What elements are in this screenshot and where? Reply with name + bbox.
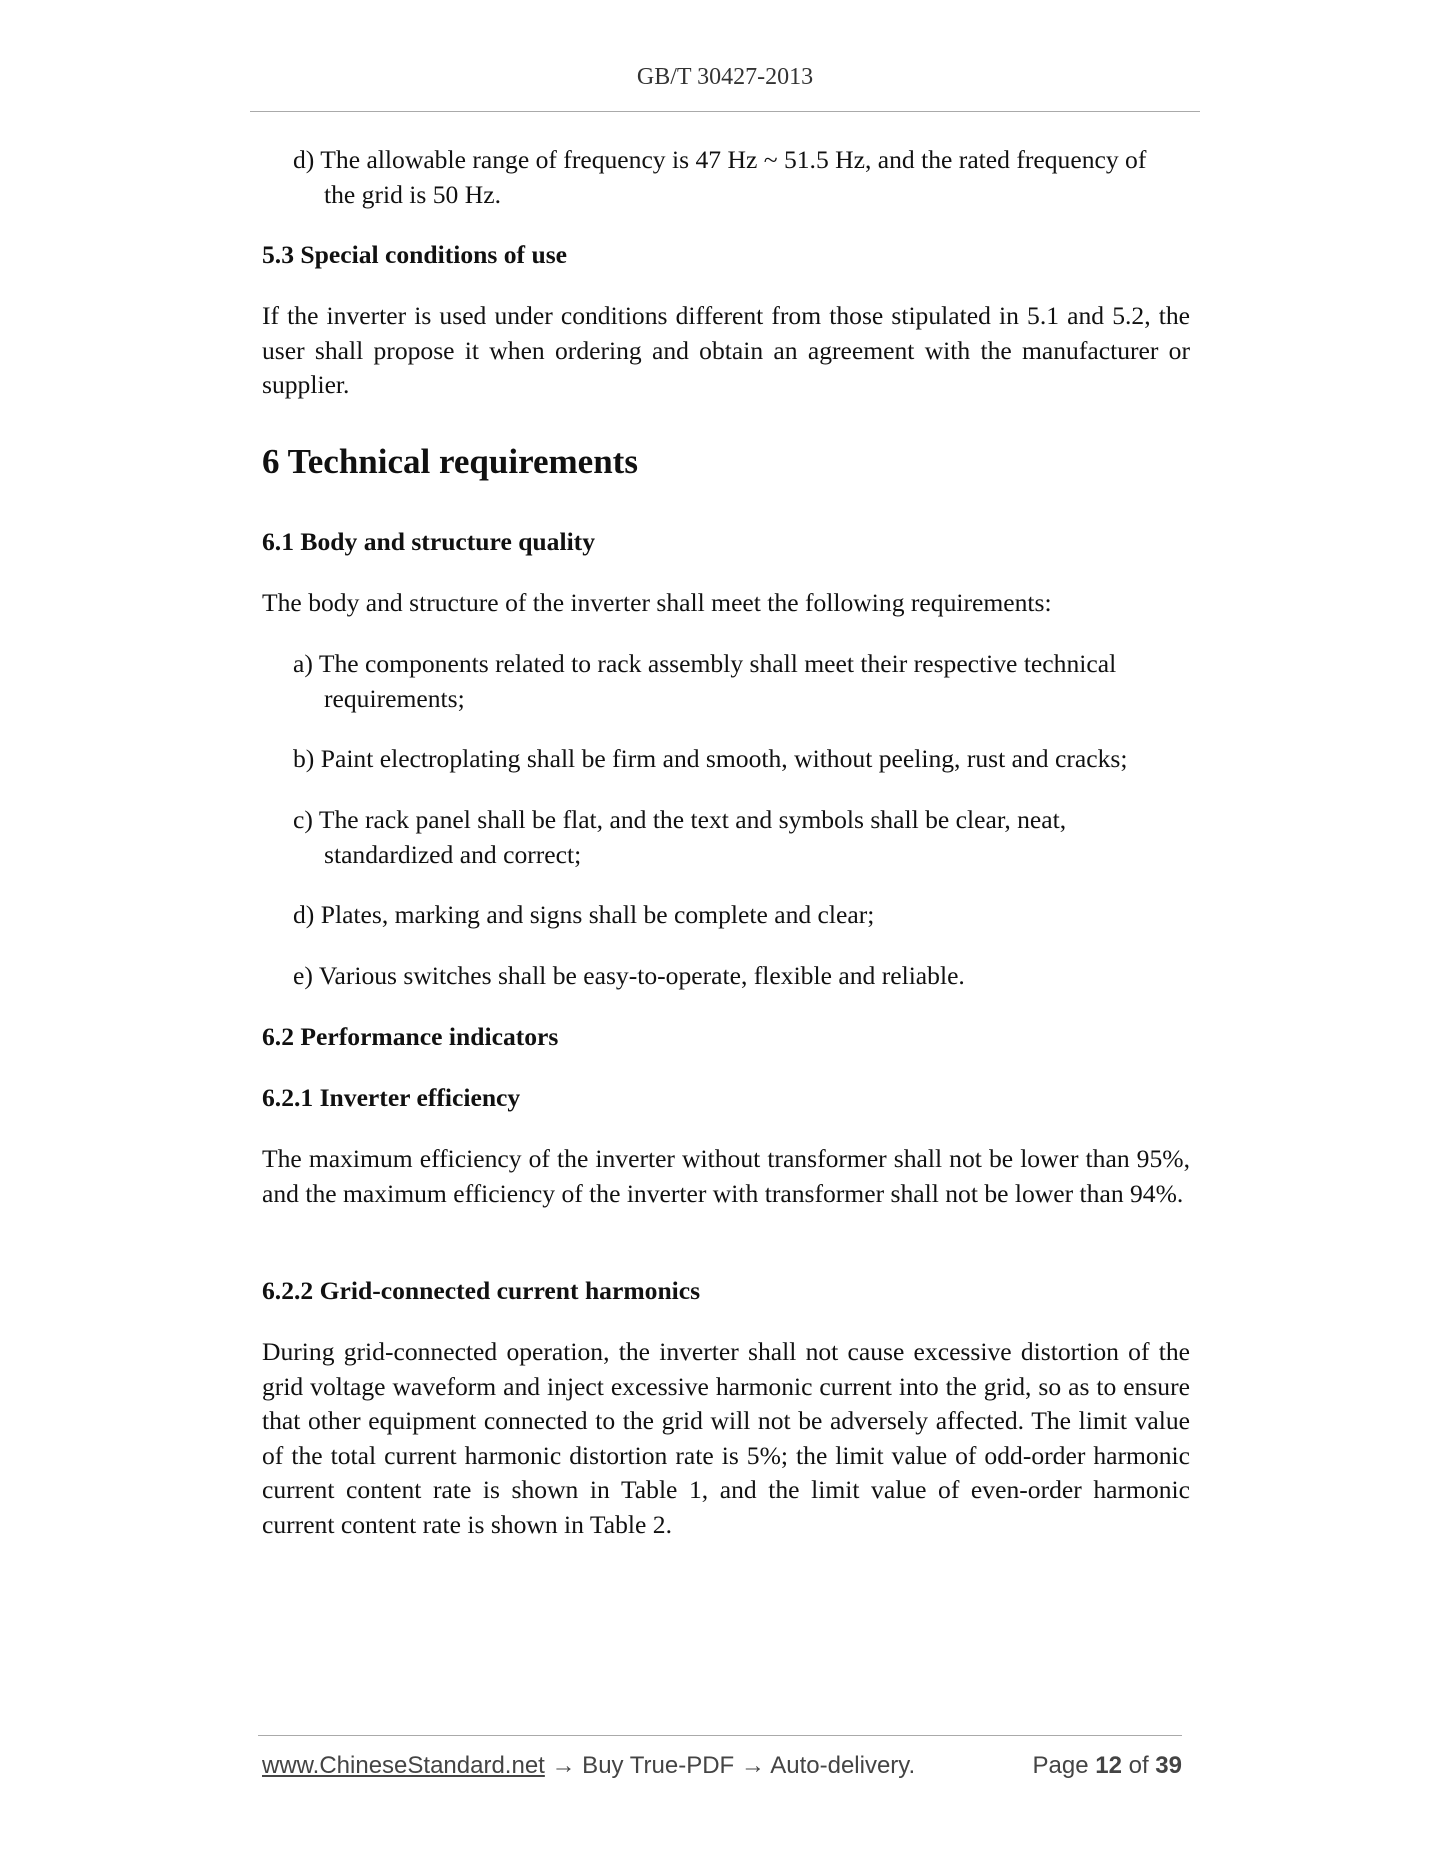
section-heading-6-1: 6.1 Body and structure quality (262, 527, 596, 556)
list-item-label: c) (293, 805, 319, 834)
list-item-a (293, 647, 1190, 716)
list-item-frequency (293, 143, 1190, 212)
paragraph-6-1: The body and structure of the inverter shall meet the following requirements: (262, 588, 1052, 617)
list-item-line1: The components related to rack assembly shall meet their respective technical (318, 649, 1117, 678)
of-word: of (1128, 1752, 1149, 1779)
footer-tagline: → Buy True-PDF → Auto-delivery. (544, 1752, 916, 1779)
list-item-d (293, 898, 1190, 933)
paragraph-6-2-1: The maximum efficiency of the inverter without transformer shall not be lower than 95%, and the maximum efficiency of the inverter with transformer shall not be lower than 94%. (262, 1144, 1190, 1208)
list-item-line2: requirements; (324, 683, 465, 713)
list-item-line2: the grid is 50 Hz. (324, 179, 501, 209)
header-divider (250, 111, 1200, 112)
list-item-label: b) (293, 744, 321, 773)
page-counter (1033, 1752, 1183, 1780)
list-item-label: a) (293, 649, 319, 678)
page-number: 12 (1095, 1752, 1122, 1779)
chapter-heading-6: 6 Technical requirements (262, 442, 638, 481)
section-heading-6-2: 6.2 Performance indicators (262, 1022, 559, 1051)
list-item-line1: Various switches shall be easy-to-operate, flexible and reliable. (318, 961, 965, 990)
list-item-line1: Paint electroplating shall be firm and smooth, without peeling, rust and cracks; (320, 744, 1128, 773)
list-item-line1: The rack panel shall be flat, and the text and symbols shall be clear, neat, (318, 805, 1067, 834)
section-heading-6-2-2: 6.2.2 Grid-connected current harmonics (262, 1276, 701, 1305)
list-item-line2: standardized and correct; (324, 839, 582, 869)
list-item-b (293, 742, 1190, 777)
list-item-c (293, 803, 1190, 872)
section-heading-6-2-1: 6.2.1 Inverter efficiency (262, 1083, 521, 1112)
list-item-label: d) (293, 900, 321, 929)
page-word: Page (1032, 1752, 1089, 1779)
page-footer (262, 1752, 1182, 1780)
paragraph-6-2-2: During grid-connected operation, the inverter shall not cause excessive distortion of the grid voltage waveform and inject excessive harmonic current into the grid, so as to ensure that other equipment connected to the grid will not be adversely affected. The limit value of the total current harmonic distortion rate is 5%; the limit value of odd-order harmonic current content rate is shown in Table 1, and the limit value of even-order harmonic current content rate is shown in Table 2. (262, 1337, 1190, 1539)
list-item-line1: Plates, marking and signs shall be complete and clear; (320, 900, 875, 929)
site-link[interactable]: www.ChineseStandard.net (262, 1752, 545, 1779)
list-item-line1: The allowable range of frequency is 47 Hz ~ 51.5 Hz, and the rated frequency of (320, 145, 1147, 174)
footer-divider (258, 1735, 1182, 1736)
section-heading-5-3: 5.3 Special conditions of use (262, 240, 568, 269)
page-header: GB/T 30427-2013 (636, 64, 814, 90)
list-item-label: d) (293, 145, 321, 174)
list-item-label: e) (293, 961, 319, 990)
paragraph-5-3: If the inverter is used under conditions different from those stipulated in 5.1 and 5.2, the user shall propose it when ordering and obtain an agreement with the manufacturer or supplier. (262, 301, 1190, 399)
page-total: 39 (1155, 1752, 1182, 1779)
list-item-e (293, 959, 1190, 994)
